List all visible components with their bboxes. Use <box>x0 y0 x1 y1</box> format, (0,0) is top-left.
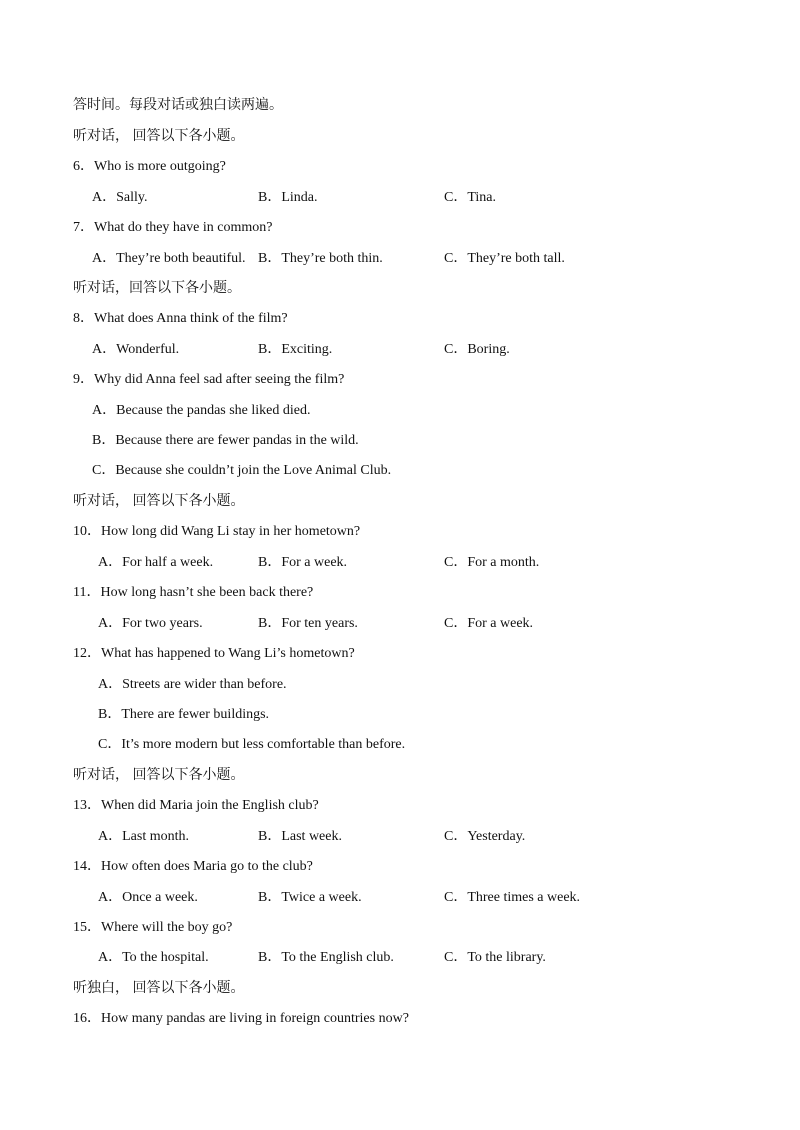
q13-option-b: B．Last week. <box>258 829 342 844</box>
q7-option-c: C．They’re both tall. <box>444 251 565 266</box>
question-13: 13．When did Maria join the English club? <box>73 798 319 813</box>
q8-option-b: B．Exciting. <box>258 342 333 357</box>
q6-option-b: B．Linda. <box>258 190 318 205</box>
q9-option-b: B．Because there are fewer pandas in the wild. <box>92 433 359 448</box>
question-16: 16．How many pandas are living in foreign countries now? <box>73 1011 409 1026</box>
question-9: 9．Why did Anna feel sad after seeing the film? <box>73 372 345 387</box>
q14-option-a: A．Once a week. <box>98 890 198 905</box>
question-7: 7．What do they have in common? <box>73 220 273 235</box>
q14-option-b: B．Twice a week. <box>258 890 362 905</box>
question-14: 14．How often does Maria go to the club? <box>73 859 313 874</box>
section-heading: 听对话，回答以下各小题。 <box>73 281 241 296</box>
q15-option-b: B．To the English club. <box>258 950 394 965</box>
q14-option-c: C．Three times a week. <box>444 890 581 905</box>
question-15: 15．Where will the boy go? <box>73 920 233 935</box>
q12-option-c: C．It’s more modern but less comfortable than before. <box>98 737 406 752</box>
question-10: 10．How long did Wang Li stay in her hometown? <box>73 524 361 539</box>
q15-option-c: C．To the library. <box>444 950 546 965</box>
q6-option-c: C．Tina. <box>444 190 497 205</box>
q8-option-a: A．Wonderful. <box>92 342 180 357</box>
section-heading: 听对话， 回答以下各小题。 <box>73 768 245 783</box>
q15-option-a: A．To the hospital. <box>98 950 209 965</box>
q9-option-c: C．Because she couldn’t join the Love Animal Club. <box>92 463 392 478</box>
section-heading: 听独白， 回答以下各小题。 <box>73 981 245 996</box>
q11-option-a: A．For two years. <box>98 616 203 631</box>
q11-option-c: C．For a week. <box>444 616 534 631</box>
q11-option-b: B．For ten years. <box>258 616 358 631</box>
question-12: 12．What has happened to Wang Li’s hometown? <box>73 646 355 661</box>
section-heading: 听对话， 回答以下各小题。 <box>73 494 245 509</box>
q7-option-a: A．They’re both beautiful. <box>92 251 246 266</box>
q10-option-b: B．For a week. <box>258 555 348 570</box>
question-6: 6．Who is more outgoing? <box>73 159 226 174</box>
q8-option-c: C．Boring. <box>444 342 510 357</box>
question-8: 8．What does Anna think of the film? <box>73 311 288 326</box>
q12-option-b: B．There are fewer buildings. <box>98 707 270 722</box>
q10-option-a: A．For half a week. <box>98 555 214 570</box>
q13-option-c: C．Yesterday. <box>444 829 526 844</box>
section-heading: 听对话， 回答以下各小题。 <box>73 129 245 144</box>
q13-option-a: A．Last month. <box>98 829 189 844</box>
intro-text: 答时间。每段对话或独白读两遍。 <box>73 98 283 113</box>
q9-option-a: A．Because the pandas she liked died. <box>92 403 311 418</box>
question-11: 11．How long hasn’t she been back there? <box>73 585 314 600</box>
q10-option-c: C．For a month. <box>444 555 540 570</box>
q7-option-b: B．They’re both thin. <box>258 251 383 266</box>
q12-option-a: A．Streets are wider than before. <box>98 677 287 692</box>
q6-option-a: A．Sally. <box>92 190 148 205</box>
